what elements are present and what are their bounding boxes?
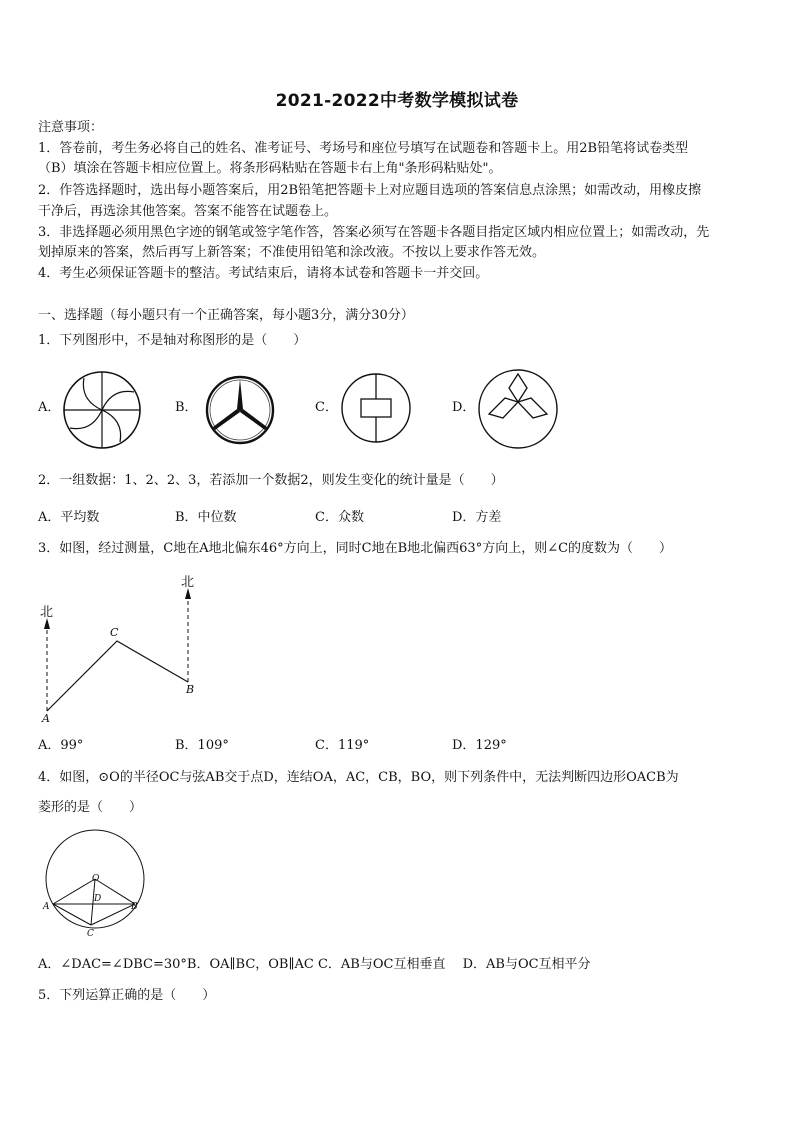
q2-option-b: B．中位数: [175, 510, 237, 525]
q4-point-o: O: [92, 874, 100, 884]
notice-line: 3．非选择题必须用黑色字迹的钢笔或签字笔作答，答案必须写在答题卡各题目指定区域内相应位置上；如需改动，先: [38, 225, 710, 240]
q3-direction-figure: [36, 572, 216, 724]
q4-point-a: A: [43, 902, 50, 912]
q1-option-a-label: A．: [38, 400, 61, 415]
q1-figure-d: [477, 368, 559, 450]
notice-line: 2．作答选择题时，选出每小题答案后，用2B铅笔把答题卡上对应题目选项的答案信息点涂黑；如需改动，用橡皮擦: [38, 183, 702, 198]
q3-option-c: C．119°: [315, 738, 370, 753]
q3-option-d: D．129°: [452, 738, 507, 753]
notice-line: 划掉原来的答案，然后再写上新答案；不准使用铅笔和涂改液。不按以上要求作答无效。: [38, 245, 546, 260]
notice-line: 1．答卷前，考生务必将自己的姓名、准考证号、考场号和座位号填写在试题卷和答题卡上。用2B铅笔将试卷类型: [38, 141, 689, 156]
q3-option-b: B．109°: [175, 738, 229, 753]
q4-point-d: D: [94, 894, 102, 904]
q1-option-b-label: B．: [175, 400, 198, 415]
question-5-stem: 5．下列运算正确的是（ ）: [38, 988, 216, 1003]
q1-figure-a: [62, 370, 142, 450]
q1-option-d-label: D．: [452, 400, 476, 415]
q1-figure-b: [205, 375, 275, 445]
q4-circle-figure: [40, 828, 150, 938]
q3-option-a: A．99°: [38, 738, 84, 753]
q3-point-a: A: [42, 712, 50, 725]
q2-option-c: C．众数: [315, 510, 364, 525]
notice-line: 干净后，再选涂其他答案。答案不能答在试题卷上。: [38, 204, 338, 219]
q4-options: A．∠DAC=∠DBC=30°B．OA∥BC，OB∥AC C．AB与OC互相垂直 D．AB与OC互相平分: [38, 957, 591, 972]
question-3-stem: 3．如图，经过测量，C地在A地北偏东46°方向上，同时C地在B地北偏西63°方向上，则∠C的度数为（ ）: [38, 541, 673, 556]
q3-point-c: C: [110, 626, 119, 639]
q3-north-label-b: 北: [181, 575, 195, 590]
q4-point-b: B: [131, 902, 138, 912]
q3-north-label-a: 北: [40, 605, 54, 620]
q4-point-c: C: [87, 929, 94, 939]
notice-heading: 注意事项：: [38, 120, 104, 135]
q1-option-c-label: C．: [315, 400, 338, 415]
q2-option-d: D．方差: [452, 510, 502, 525]
question-4-stem-line2: 菱形的是（ ）: [38, 800, 143, 815]
q3-point-b: B: [186, 683, 195, 696]
q1-figure-c: [340, 372, 412, 444]
section-heading: 一、选择题（每小题只有一个正确答案，每小题3分，满分30分）: [38, 308, 414, 323]
question-2-stem: 2．一组数据：1、2、2、3，若添加一个数据2，则发生变化的统计量是（ ）: [38, 473, 504, 488]
question-1-stem: 1．下列图形中，不是轴对称图形的是（ ）: [38, 333, 307, 348]
page-title: 2021-2022中考数学模拟试卷: [275, 91, 519, 111]
q2-option-a: A．平均数: [38, 510, 100, 525]
notice-line: （B）填涂在答题卡相应位置上。将条形码粘贴在答题卡右上角"条形码粘贴处"。: [38, 161, 502, 176]
notice-line: 4．考生必须保证答题卡的整洁。考试结束后，请将本试卷和答题卡一并交回。: [38, 266, 489, 281]
question-4-stem-line1: 4．如图，⊙O的半径OC与弦AB交于点D，连结OA，AC，CB，BO，则下列条件中，无法判断四边形OACB为: [38, 770, 679, 785]
